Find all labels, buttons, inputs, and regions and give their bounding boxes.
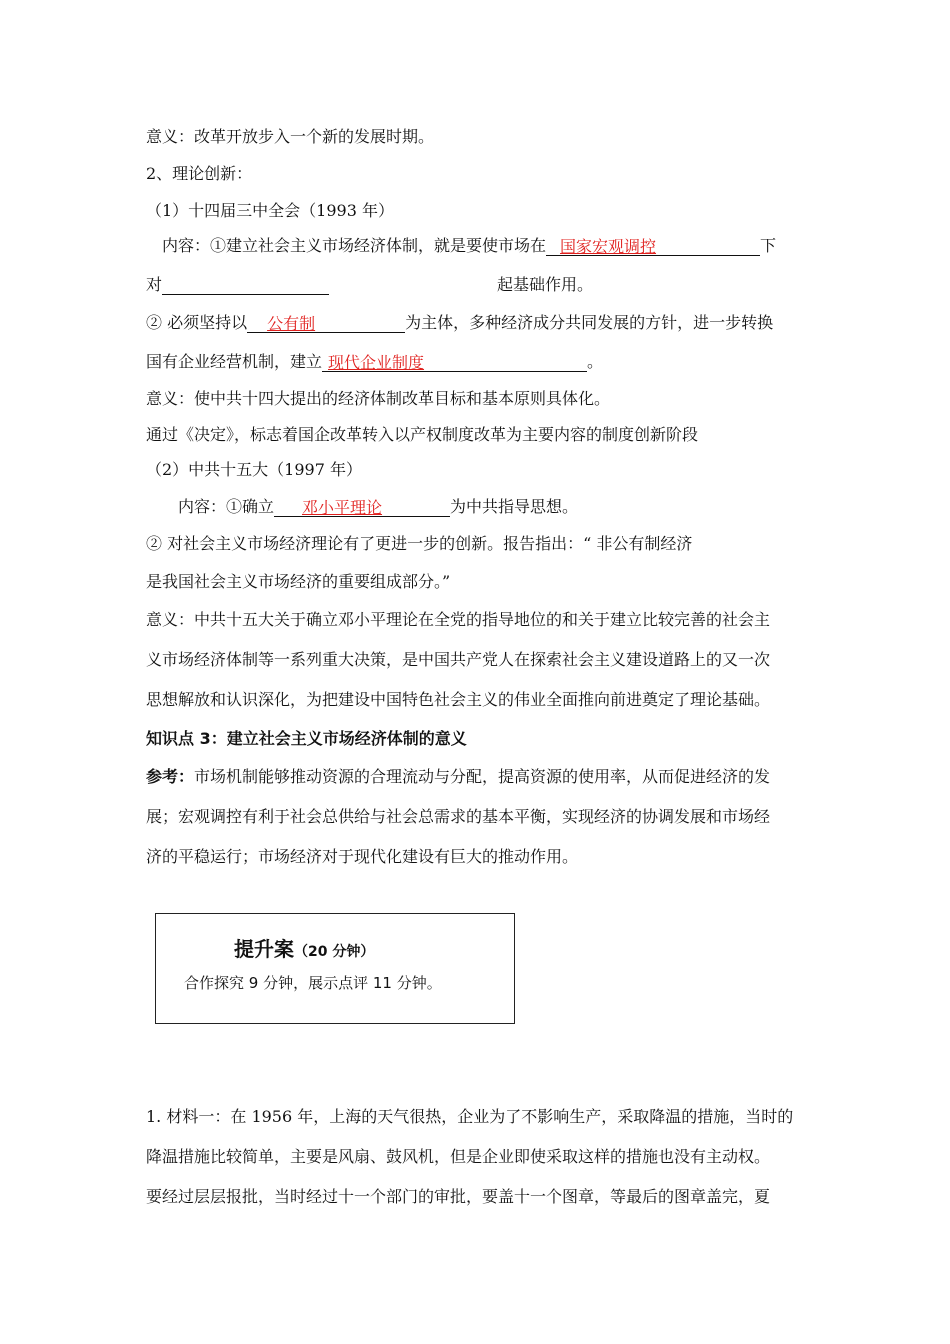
decision-line: 通过《决定》，标志着国企改革转入以产权制度改革为主要内容的制度创新阶段	[146, 425, 699, 444]
content-text: 内容：①建立社会主义市场经济体制，就是要使市场在	[162, 236, 547, 255]
box-title	[234, 933, 374, 962]
material-line-2: 降温措施比较简单，主要是风扇、鼓风机，但是企业即使采取这样的措施也没有主动权。	[146, 1147, 771, 1166]
content-line-7: 是我国社会主义市场经济的重要组成部分。”	[146, 572, 451, 591]
content-text: 。	[587, 352, 604, 371]
answer-text: 国家宏观调控	[560, 237, 657, 256]
reference-line-3: 济的平稳运行；市场经济对于现代化建设有巨大的推动作用。	[146, 847, 579, 866]
meaning-line-5: 思想解放和认识深化，为把建设中国特色社会主义的伟业全面推向前进奠定了理论基础。	[146, 690, 771, 709]
box-subtitle: 合作探究 9 分钟，展示点评 11 分钟。	[184, 974, 442, 992]
reference-line-2: 展；宏观调控有利于社会总供给与社会总需求的基本平衡，实现经济的协调发展和市场经	[146, 807, 771, 826]
subsection-14th-plenum: （1）十四届三中全会（1993 年）	[146, 201, 394, 220]
answer-blank[interactable]	[247, 314, 405, 333]
box-time: （20 分钟）	[294, 944, 375, 960]
section-theory-innovation: 2、理论创新：	[146, 164, 253, 183]
meaning-line-4: 义市场经济体制等一系列重大决策，是中国共产党人在探索社会主义建设道路上的又一次	[146, 650, 771, 669]
content-text: 下	[760, 236, 777, 255]
meaning-line-1: 意义：改革开放步入一个新的发展时期。	[146, 127, 435, 146]
content-text: 为中共指导思想。	[450, 497, 579, 516]
answer-text: 邓小平理论	[302, 498, 383, 517]
content-text: 起基础作用。	[497, 275, 594, 294]
content-text: 内容：①确立	[178, 497, 275, 516]
answer-blank[interactable]	[322, 353, 587, 372]
knowledge-point-heading: 知识点 3：建立社会主义市场经济体制的意义	[146, 729, 467, 748]
reference-text: 市场机制能够推动资源的合理流动与分配，提高资源的使用率，从而促进经济的发	[194, 767, 771, 786]
meaning-line-2: 意义：使中共十四大提出的经济体制改革目标和基本原则具体化。	[146, 389, 611, 408]
content-text: 为主体，多种经济成分共同发展的方针，进一步转换	[405, 313, 774, 332]
box-title-text: 提升案	[234, 937, 294, 961]
material-line-3: 要经过层层报批，当时经过十一个部门的审批，要盖十一个图章，等最后的图章盖完，夏	[146, 1187, 771, 1206]
subsection-15th-congress: （2）中共十五大（1997 年）	[146, 460, 362, 479]
answer-text: 公有制	[267, 314, 316, 333]
content-text: 国有企业经营机制，建立	[146, 352, 323, 371]
content-text: 对	[146, 275, 163, 294]
reference-line-1	[146, 767, 770, 787]
material-line-1: 1. 材料一：在 1956 年，上海的天气很热，企业为了不影响生产，采取降温的措施，当时的	[146, 1107, 794, 1126]
content-line-2	[146, 275, 593, 295]
content-text: ② 必须坚持以	[146, 313, 248, 332]
content-line-4	[146, 352, 603, 372]
improvement-box	[155, 913, 515, 1024]
meaning-line-3: 意义：中共十五大关于确立邓小平理论在全党的指导地位的和关于建立比较完善的社会主	[146, 610, 771, 629]
answer-blank[interactable]	[162, 276, 329, 295]
content-line-5	[178, 497, 578, 517]
answer-blank[interactable]	[546, 237, 760, 256]
content-line-3	[146, 313, 773, 333]
content-line-1	[162, 236, 776, 256]
reference-label: 参考：	[146, 767, 195, 786]
answer-blank[interactable]	[274, 498, 450, 517]
content-line-6: ② 对社会主义市场经济理论有了更进一步的创新。报告指出：“ 非公有制经济	[146, 534, 693, 553]
answer-text: 现代企业制度	[328, 353, 425, 372]
